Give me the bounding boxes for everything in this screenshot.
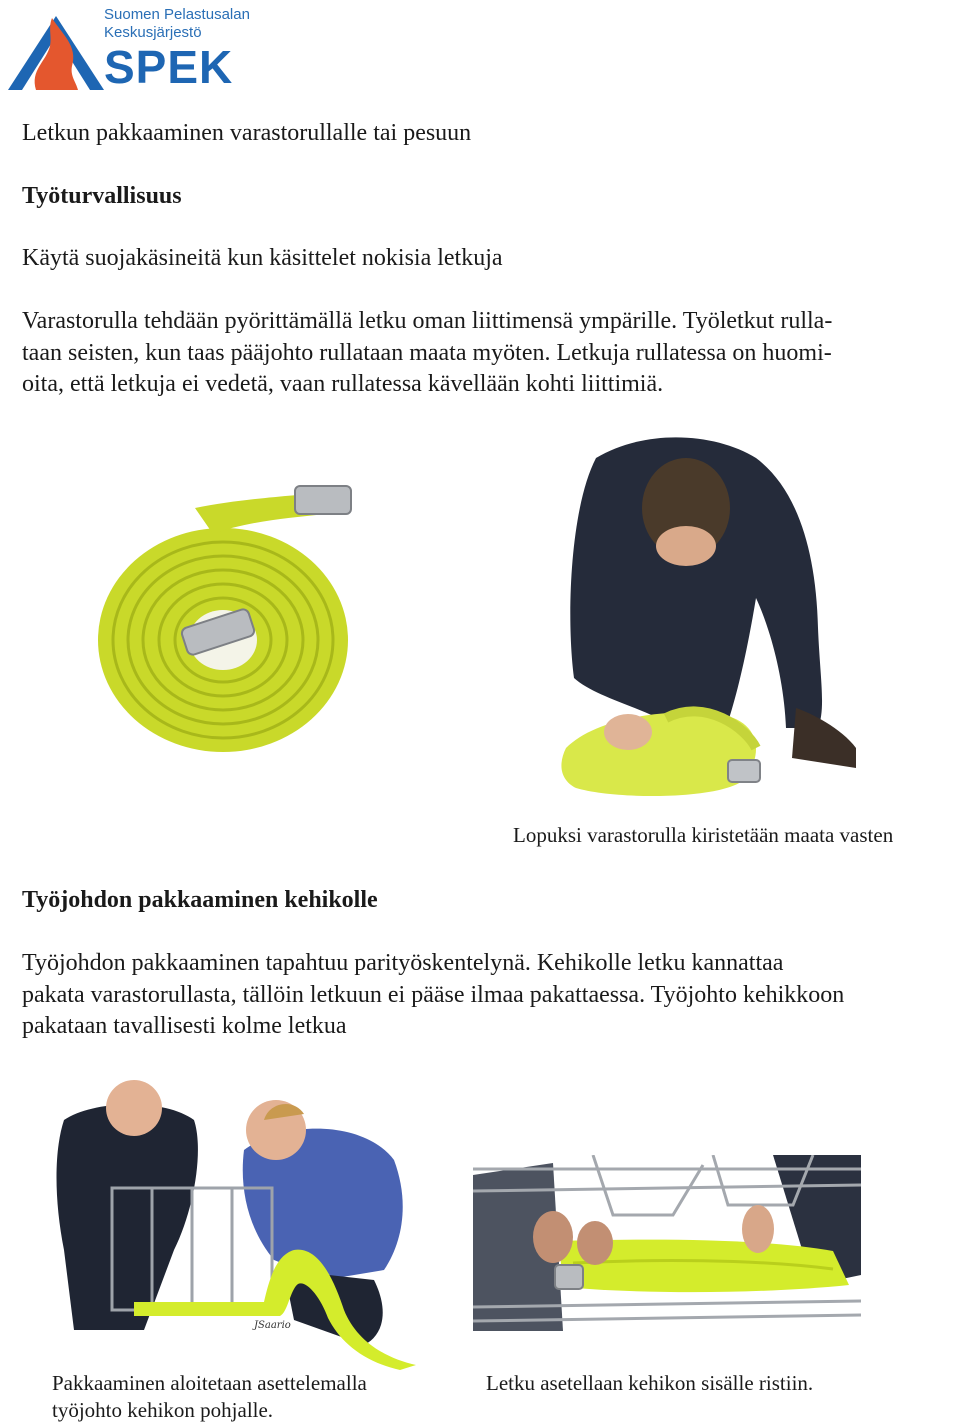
- photo-signature: JSaario: [254, 1320, 291, 1331]
- safety-text: Käytä suojakäsineitä kun käsittelet nokisia letkuja: [22, 245, 503, 271]
- roll-paragraph-line-2: taan seisten, kun taas pääjohto rullataan maata myöten. Letkuja rullatessa on huomi-: [22, 339, 832, 366]
- frame-paragraph-line-3: pakataan tavallisesti kolme letkua: [22, 1013, 347, 1039]
- packing-crosswise-photo: [473, 1155, 861, 1335]
- safety-heading: Työturvallisuus: [22, 183, 182, 209]
- logo-line-2: Keskusjärjestö: [104, 24, 202, 41]
- roll-paragraph-line-3: oita, että letkuja ei vedetä, vaan rullatessa kävellään kohti liittimiä.: [22, 371, 664, 397]
- caption-packing-start: [52, 1370, 367, 1424]
- frame-paragraph-line-2: pakata varastorullasta, tällöin letkuun ei pääse ilmaa pakattaessa. Työjohto kehikkoon: [22, 981, 845, 1008]
- hose-roll-photo: [95, 478, 380, 763]
- caption-packing-start-line-2: työjohto kehikon pohjalle.: [52, 1398, 274, 1422]
- roll-paragraph: [22, 306, 952, 401]
- roll-paragraph-line-1: Varastorulla tehdään pyörittämällä letku oman liittimensä ympärille. Työletkut rulla-: [22, 308, 833, 334]
- caption-packing-start-line-1: Pakkaaminen aloitetaan asettelemalla: [52, 1371, 367, 1395]
- document-heading: Letkun pakkaaminen varastorullalle tai pesuun: [22, 120, 472, 146]
- tightening-roll-photo: [556, 428, 861, 803]
- frame-paragraph-line-1: Työjohdon pakkaaminen tapahtuu parityöskentelynä. Kehikolle letku kannattaa: [22, 950, 784, 976]
- frame-paragraph: [22, 948, 960, 1043]
- logo-brand: SPEK: [104, 41, 234, 93]
- logo-line-1: Suomen Pelastusalan: [104, 6, 250, 23]
- packing-start-photo: [44, 1080, 429, 1370]
- caption-packing-crosswise: Letku asetellaan kehikon sisälle ristiin.: [486, 1371, 814, 1395]
- logo-organization-name: [104, 6, 250, 42]
- flame-triangle-icon: [6, 6, 106, 94]
- frame-section-heading: Työjohdon pakkaaminen kehikolle: [22, 887, 378, 913]
- caption-tightening-roll: Lopuksi varastorulla kiristetään maata vasten: [513, 823, 894, 847]
